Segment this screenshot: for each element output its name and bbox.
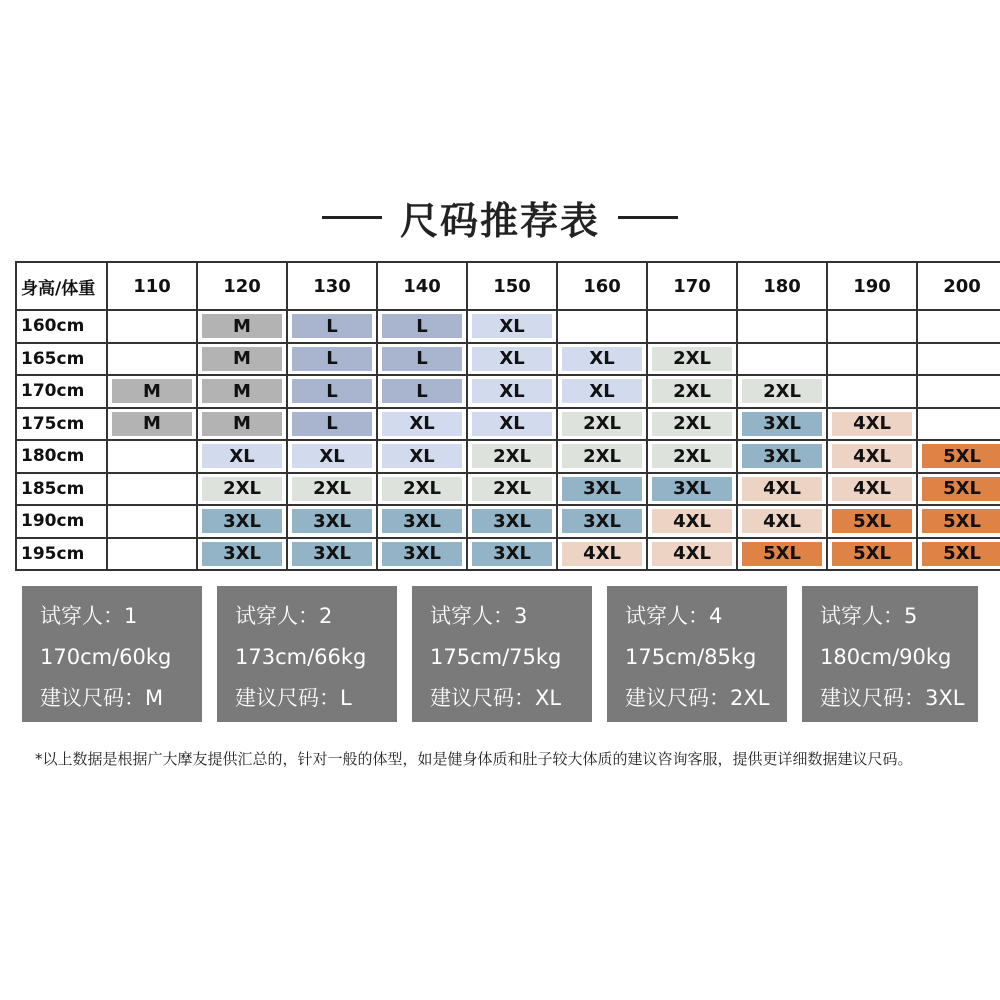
size-cell — [377, 343, 467, 376]
size-chip: 2XL — [562, 412, 642, 436]
size-cell — [197, 538, 287, 571]
tester-name: 试穿人：5 — [820, 604, 918, 628]
size-chip: 2XL — [652, 444, 732, 468]
size-cell — [287, 408, 377, 441]
corner-label: 身高/体重 — [16, 262, 107, 310]
size-chip: L — [382, 314, 462, 338]
size-chip — [922, 314, 1000, 338]
size-cell — [287, 310, 377, 343]
size-cell — [107, 440, 197, 473]
size-cell — [557, 538, 647, 571]
size-cell — [647, 343, 737, 376]
size-chip: 5XL — [922, 542, 1000, 566]
size-chip: XL — [562, 379, 642, 403]
title-left-line — [322, 216, 382, 219]
size-chip — [112, 347, 192, 371]
size-cell — [377, 440, 467, 473]
tester-name: 试穿人：1 — [40, 604, 138, 628]
weight-header: 150 — [467, 262, 557, 310]
size-chart-table — [15, 261, 1000, 571]
size-cell — [737, 538, 827, 571]
size-chip: 3XL — [742, 412, 822, 436]
size-chip: XL — [472, 314, 552, 338]
page-title: 尺码推荐表 — [399, 199, 600, 243]
size-chip: XL — [472, 412, 552, 436]
size-chip: M — [202, 347, 282, 371]
size-chip: 3XL — [382, 542, 462, 566]
size-cell — [107, 473, 197, 506]
size-chip: 2XL — [382, 477, 462, 501]
size-cell — [647, 408, 737, 441]
size-cell — [107, 505, 197, 538]
size-chip — [832, 347, 912, 371]
size-cell — [917, 408, 1000, 441]
size-chip: XL — [292, 444, 372, 468]
tester-stats: 170cm/60kg — [40, 645, 172, 669]
size-cell — [647, 375, 737, 408]
size-cell — [647, 440, 737, 473]
size-chip — [112, 542, 192, 566]
size-cell — [737, 375, 827, 408]
size-cell — [737, 473, 827, 506]
size-cell — [107, 538, 197, 571]
size-chip: L — [292, 412, 372, 436]
size-chip: XL — [472, 347, 552, 371]
size-chip: 4XL — [652, 542, 732, 566]
height-label: 180cm — [16, 440, 107, 473]
size-cell — [557, 440, 647, 473]
size-chip: 2XL — [202, 477, 282, 501]
size-chip — [742, 314, 822, 338]
size-cell — [737, 505, 827, 538]
footnote: *以上数据是根据广大摩友提供汇总的，针对一般的体型，如是健身体质和肚子较大体质的建议咨询客服，提供更详细数据建议尺码。 — [35, 750, 913, 768]
tester-stats: 180cm/90kg — [820, 645, 952, 669]
size-chip: 4XL — [832, 444, 912, 468]
table-row — [16, 440, 1000, 473]
tester-card — [22, 586, 202, 722]
tester-name: 试穿人：2 — [235, 604, 333, 628]
size-chip: XL — [562, 347, 642, 371]
size-cell — [107, 375, 197, 408]
size-chip: 3XL — [382, 509, 462, 533]
size-cell — [647, 505, 737, 538]
size-cell — [197, 473, 287, 506]
weight-header: 160 — [557, 262, 647, 310]
weight-header: 180 — [737, 262, 827, 310]
size-cell — [557, 375, 647, 408]
size-chip: 4XL — [742, 477, 822, 501]
title-bar — [0, 190, 1000, 245]
height-label: 175cm — [16, 408, 107, 441]
table-row — [16, 538, 1000, 571]
size-chip: 5XL — [922, 477, 1000, 501]
size-chip: 4XL — [742, 509, 822, 533]
size-cell — [737, 343, 827, 376]
size-chip: M — [202, 379, 282, 403]
size-cell — [827, 343, 917, 376]
size-cell — [467, 310, 557, 343]
size-chip: 5XL — [832, 542, 912, 566]
size-cell — [827, 505, 917, 538]
size-chip: 5XL — [742, 542, 822, 566]
size-chip: M — [202, 314, 282, 338]
size-cell — [647, 310, 737, 343]
tester-card — [607, 586, 787, 722]
weight-header: 120 — [197, 262, 287, 310]
size-cell — [107, 408, 197, 441]
size-cell — [287, 538, 377, 571]
size-cell — [917, 343, 1000, 376]
size-chip: L — [292, 314, 372, 338]
size-cell — [917, 440, 1000, 473]
size-cell — [287, 505, 377, 538]
tester-card — [217, 586, 397, 722]
size-cell — [467, 408, 557, 441]
size-chip: 5XL — [922, 509, 1000, 533]
size-cell — [737, 440, 827, 473]
size-cell — [377, 538, 467, 571]
size-cell — [287, 375, 377, 408]
height-label: 165cm — [16, 343, 107, 376]
weight-header: 190 — [827, 262, 917, 310]
tester-card — [802, 586, 978, 722]
table-row — [16, 505, 1000, 538]
height-label: 190cm — [16, 505, 107, 538]
size-cell — [287, 473, 377, 506]
size-chip: 3XL — [472, 509, 552, 533]
size-cell — [377, 408, 467, 441]
size-cell — [467, 375, 557, 408]
size-chip: 3XL — [562, 509, 642, 533]
size-cell — [107, 310, 197, 343]
size-cell — [827, 440, 917, 473]
size-cell — [917, 473, 1000, 506]
size-chip — [652, 314, 732, 338]
size-chip: L — [292, 347, 372, 371]
size-cell — [827, 375, 917, 408]
size-cell — [197, 310, 287, 343]
size-cell — [287, 343, 377, 376]
size-cell — [467, 440, 557, 473]
tester-panel — [22, 586, 978, 722]
size-cell — [197, 408, 287, 441]
size-cell — [197, 440, 287, 473]
size-chip — [922, 347, 1000, 371]
size-cell — [287, 440, 377, 473]
tester-rec: 建议尺码：M — [40, 686, 164, 710]
size-cell — [107, 343, 197, 376]
size-chip — [832, 314, 912, 338]
size-chip: 4XL — [832, 412, 912, 436]
size-cell — [647, 538, 737, 571]
weight-header: 170 — [647, 262, 737, 310]
tester-stats: 175cm/85kg — [625, 645, 757, 669]
table-row — [16, 408, 1000, 441]
size-cell — [197, 343, 287, 376]
size-chip — [112, 314, 192, 338]
size-chip: 3XL — [472, 542, 552, 566]
size-chip: 3XL — [292, 542, 372, 566]
size-cell — [647, 473, 737, 506]
size-chip: 3XL — [742, 444, 822, 468]
height-label: 160cm — [16, 310, 107, 343]
size-cell — [197, 505, 287, 538]
size-cell — [557, 310, 647, 343]
tester-rec: 建议尺码：2XL — [625, 686, 770, 710]
size-chip: 3XL — [202, 509, 282, 533]
size-chip — [922, 412, 1000, 436]
weight-header: 200 — [917, 262, 1000, 310]
size-chip: 3XL — [202, 542, 282, 566]
size-cell — [557, 408, 647, 441]
size-cell — [377, 505, 467, 538]
tester-rec: 建议尺码：3XL — [820, 686, 965, 710]
size-cell — [557, 343, 647, 376]
size-cell — [377, 375, 467, 408]
size-chip: L — [292, 379, 372, 403]
size-chip: 5XL — [832, 509, 912, 533]
size-chip: 5XL — [922, 444, 1000, 468]
height-label: 170cm — [16, 375, 107, 408]
size-chip: 2XL — [472, 444, 552, 468]
tester-name: 试穿人：4 — [625, 604, 723, 628]
title-right-line — [618, 216, 678, 219]
size-chip — [112, 444, 192, 468]
size-chip — [112, 477, 192, 501]
size-chip: XL — [472, 379, 552, 403]
size-chip — [112, 509, 192, 533]
size-cell — [377, 310, 467, 343]
table-row — [16, 473, 1000, 506]
height-label: 195cm — [16, 538, 107, 571]
size-cell — [467, 473, 557, 506]
size-chip: L — [382, 379, 462, 403]
size-chip: XL — [382, 412, 462, 436]
size-chip: 2XL — [562, 444, 642, 468]
size-cell — [827, 538, 917, 571]
size-cell — [467, 505, 557, 538]
size-cell — [377, 473, 467, 506]
table-row — [16, 343, 1000, 376]
header-row — [16, 262, 1000, 310]
size-chip: 2XL — [742, 379, 822, 403]
size-chip: 2XL — [292, 477, 372, 501]
size-cell — [917, 505, 1000, 538]
size-chip: 4XL — [562, 542, 642, 566]
size-chip — [742, 347, 822, 371]
size-cell — [917, 538, 1000, 571]
size-chip: M — [112, 379, 192, 403]
size-cell — [557, 505, 647, 538]
size-chip — [562, 314, 642, 338]
weight-header: 110 — [107, 262, 197, 310]
size-cell — [917, 310, 1000, 343]
size-chip: M — [112, 412, 192, 436]
size-chip — [922, 379, 1000, 403]
size-chip: M — [202, 412, 282, 436]
size-cell — [467, 538, 557, 571]
table-row — [16, 310, 1000, 343]
size-cell — [557, 473, 647, 506]
tester-name: 试穿人：3 — [430, 604, 528, 628]
tester-stats: 173cm/66kg — [235, 645, 367, 669]
size-cell — [197, 375, 287, 408]
size-chip: 4XL — [832, 477, 912, 501]
size-chip: 3XL — [292, 509, 372, 533]
size-chip: 3XL — [562, 477, 642, 501]
size-chip: 2XL — [652, 347, 732, 371]
tester-rec: 建议尺码：L — [235, 686, 352, 710]
weight-header: 140 — [377, 262, 467, 310]
size-cell — [467, 343, 557, 376]
size-cell — [737, 408, 827, 441]
size-cell — [737, 310, 827, 343]
size-chip: 2XL — [652, 379, 732, 403]
table-row — [16, 375, 1000, 408]
size-chip: XL — [202, 444, 282, 468]
size-cell — [917, 375, 1000, 408]
size-chip: 2XL — [472, 477, 552, 501]
tester-rec: 建议尺码：XL — [430, 686, 562, 710]
size-cell — [827, 408, 917, 441]
size-cell — [827, 310, 917, 343]
tester-stats: 175cm/75kg — [430, 645, 562, 669]
size-cell — [827, 473, 917, 506]
size-chip: 2XL — [652, 412, 732, 436]
size-chip: XL — [382, 444, 462, 468]
size-chip: 4XL — [652, 509, 732, 533]
size-chip: L — [382, 347, 462, 371]
weight-header: 130 — [287, 262, 377, 310]
size-chip — [832, 379, 912, 403]
tester-card — [412, 586, 592, 722]
size-chip: 3XL — [652, 477, 732, 501]
height-label: 185cm — [16, 473, 107, 506]
